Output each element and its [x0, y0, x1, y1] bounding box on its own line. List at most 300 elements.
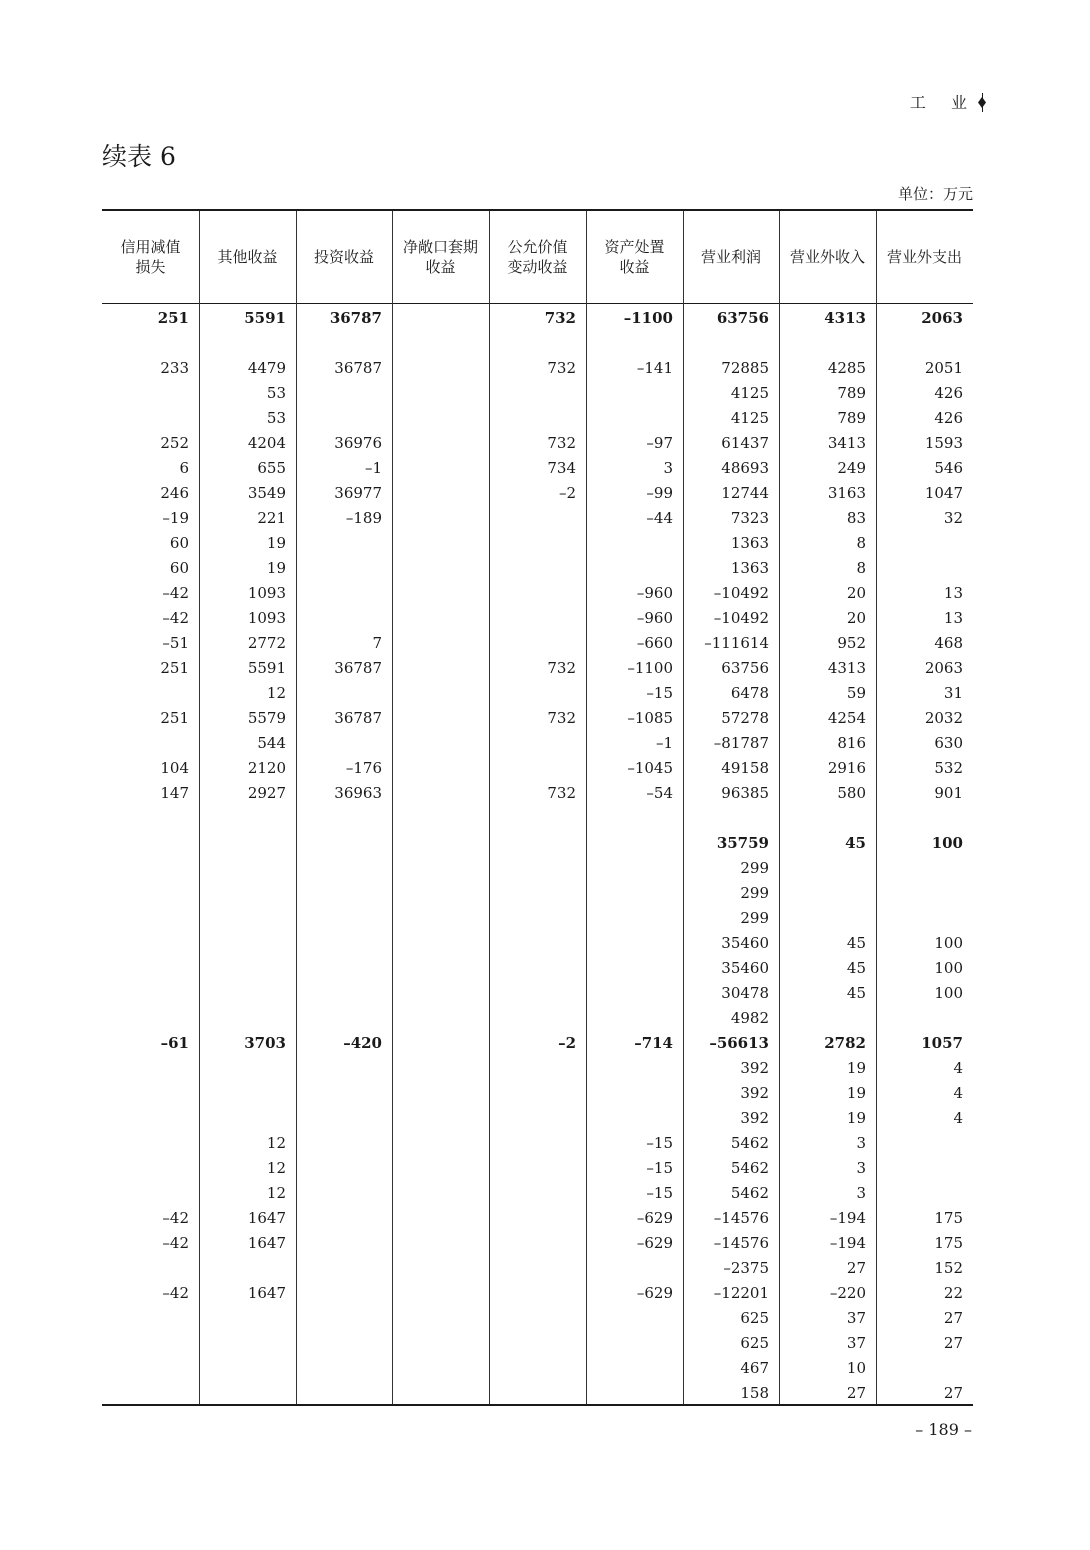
column-header-line: 收益 — [619, 258, 650, 276]
table-cell — [296, 1281, 382, 1306]
table-cell — [296, 606, 382, 631]
table-cell: 3 — [663, 459, 673, 477]
table-cell — [876, 1181, 963, 1206]
table-cell: –960 — [636, 609, 673, 627]
table-row — [102, 506, 973, 531]
table-cell: 63756 — [721, 659, 769, 677]
table-cell: 1093 — [247, 584, 286, 602]
table-cell: 7323 — [730, 509, 769, 527]
column-header-line: 营业外收入 — [789, 248, 865, 266]
table-cell: 901 — [934, 784, 963, 802]
table-cell — [296, 856, 382, 881]
table-cell — [199, 1106, 286, 1131]
table-cell: 4285 — [827, 359, 866, 377]
table-cell: 59 — [846, 684, 866, 702]
table-cell: 3413 — [827, 434, 866, 452]
table-cell — [102, 981, 189, 1006]
table-cell: 100 — [931, 834, 963, 852]
table-row — [102, 656, 973, 681]
table-cell — [489, 881, 576, 906]
table-cell: –1085 — [627, 709, 673, 727]
table-cell: 48693 — [721, 459, 769, 477]
table-cell: 72885 — [721, 359, 769, 377]
table-cell: 27 — [943, 1309, 963, 1327]
table-cell: 10 — [846, 1359, 866, 1377]
table-cell — [586, 831, 673, 856]
table-cell: 57278 — [721, 709, 769, 727]
table-row — [102, 681, 973, 706]
table-cell — [392, 531, 479, 556]
table-cell: 12 — [266, 1134, 286, 1152]
table-cell: 3 — [856, 1159, 866, 1177]
table-cell: –14576 — [713, 1234, 769, 1252]
table-cell: 546 — [934, 459, 963, 477]
table-row — [102, 431, 973, 456]
table-cell — [102, 1006, 189, 1031]
table-row — [102, 931, 973, 956]
table-cell — [876, 556, 963, 581]
table-cell: 36787 — [329, 309, 382, 327]
table-cell: 37 — [846, 1334, 866, 1352]
table-cell — [392, 856, 479, 881]
table-row — [102, 731, 973, 756]
table-cell: –99 — [646, 484, 673, 502]
table-cell — [296, 1056, 382, 1081]
table-cell — [296, 1256, 382, 1281]
table-cell — [489, 856, 576, 881]
table-cell — [392, 356, 479, 381]
table-cell — [392, 506, 479, 531]
table-cell — [102, 856, 189, 881]
table-cell — [102, 1306, 189, 1331]
table-row — [102, 1131, 973, 1156]
table-row — [102, 956, 973, 981]
table-cell — [489, 1006, 576, 1031]
table-cell — [392, 981, 479, 1006]
table-cell: 2032 — [924, 709, 963, 727]
table-cell: 1647 — [247, 1209, 286, 1227]
table-cell — [296, 1381, 382, 1406]
section-label: 工 业 — [909, 93, 977, 112]
table-cell — [586, 856, 673, 881]
table-cell: 251 — [160, 709, 189, 727]
table-cell: –1 — [364, 459, 382, 477]
table-row — [102, 831, 973, 856]
table-cell — [296, 681, 382, 706]
table-cell — [392, 631, 479, 656]
table-cell — [489, 956, 576, 981]
table-cell — [489, 506, 576, 531]
table-cell — [296, 1231, 382, 1256]
table-cell: 61437 — [721, 434, 769, 452]
table-cell: 625 — [740, 1309, 769, 1327]
table-cell: 32 — [943, 509, 963, 527]
table-cell — [102, 1356, 189, 1381]
table-row — [102, 331, 973, 356]
table-cell: 30478 — [721, 984, 769, 1002]
table-cell — [392, 406, 479, 431]
table-cell — [296, 556, 382, 581]
table-cell — [876, 1131, 963, 1156]
table-cell — [392, 706, 479, 731]
table-cell: 45 — [846, 934, 866, 952]
table-cell — [102, 831, 189, 856]
table-cell — [392, 756, 479, 781]
table-cell — [199, 1381, 286, 1406]
table-cell: –56613 — [709, 1034, 769, 1052]
table-cell — [296, 331, 382, 356]
table-cell — [392, 931, 479, 956]
table-cell: 299 — [740, 859, 769, 877]
table-cell: 8 — [856, 534, 866, 552]
table-cell — [199, 1256, 286, 1281]
column-header-line: 其他收益 — [217, 248, 278, 266]
column-header — [779, 211, 876, 303]
table-cell: –81787 — [713, 734, 769, 752]
table-cell: 60 — [169, 534, 189, 552]
column-header — [296, 211, 392, 303]
table-cell — [199, 906, 286, 931]
table-cell — [586, 956, 673, 981]
table-cell: 49158 — [721, 759, 769, 777]
table-cell: 467 — [740, 1359, 769, 1377]
table-cell — [199, 1331, 286, 1356]
table-cell: 1363 — [730, 559, 769, 577]
table-cell: 36787 — [334, 359, 382, 377]
table-cell — [876, 856, 963, 881]
table-cell — [392, 1156, 479, 1181]
table-cell — [392, 1231, 479, 1256]
table-cell: 249 — [837, 459, 866, 477]
table-cell: 19 — [846, 1109, 866, 1127]
table-cell — [296, 881, 382, 906]
table-cell — [199, 806, 286, 831]
diamond-icon — [978, 97, 986, 108]
table-row — [102, 481, 973, 506]
table-cell: 580 — [837, 784, 866, 802]
table-cell: –1100 — [623, 309, 673, 327]
table-cell — [489, 1206, 576, 1231]
table-cell: 630 — [934, 734, 963, 752]
table-cell: 27 — [846, 1259, 866, 1277]
table-cell: 60 — [169, 559, 189, 577]
table-cell: 6 — [179, 459, 189, 477]
table-row — [102, 406, 973, 431]
table-cell — [392, 731, 479, 756]
column-header-line: 营业外支出 — [886, 248, 962, 266]
table-cell: –660 — [636, 634, 673, 652]
table-cell — [586, 381, 673, 406]
table-cell: 13 — [943, 584, 963, 602]
table-cell: 5579 — [247, 709, 286, 727]
table-cell: 299 — [740, 884, 769, 902]
table-row — [102, 531, 973, 556]
data-table — [102, 209, 973, 1406]
table-cell — [199, 831, 286, 856]
table-cell: –1 — [655, 734, 673, 752]
table-cell — [876, 906, 963, 931]
table-cell: –141 — [636, 359, 673, 377]
table-cell: 20 — [846, 584, 866, 602]
table-row — [102, 556, 973, 581]
table-row — [102, 1206, 973, 1231]
table-cell — [586, 556, 673, 581]
table-cell: 468 — [934, 634, 963, 652]
table-cell: 1363 — [730, 534, 769, 552]
table-cell — [392, 906, 479, 931]
table-cell: 4313 — [827, 659, 866, 677]
table-cell: –10492 — [713, 584, 769, 602]
table-row — [102, 881, 973, 906]
table-cell — [489, 381, 576, 406]
column-header-line: 净敞口套期 — [402, 238, 478, 256]
table-cell — [876, 531, 963, 556]
column-header — [392, 211, 489, 303]
table-cell — [489, 681, 576, 706]
table-cell — [489, 756, 576, 781]
table-cell: 12 — [266, 1184, 286, 1202]
table-cell: –2 — [558, 484, 576, 502]
table-cell — [586, 906, 673, 931]
table-cell — [683, 806, 769, 831]
table-cell — [392, 1006, 479, 1031]
table-cell — [102, 1056, 189, 1081]
table-cell — [489, 581, 576, 606]
table-cell — [876, 1356, 963, 1381]
table-cell: 35460 — [721, 959, 769, 977]
table-cell: 4313 — [824, 309, 866, 327]
table-cell: 12 — [266, 1159, 286, 1177]
table-cell — [296, 731, 382, 756]
table-cell: 4982 — [730, 1009, 769, 1027]
table-cell — [392, 956, 479, 981]
table-row — [102, 806, 973, 831]
table-cell — [392, 1131, 479, 1156]
table-cell — [392, 1181, 479, 1206]
table-cell: 251 — [157, 309, 189, 327]
table-cell — [102, 1381, 189, 1406]
table-cell — [392, 831, 479, 856]
table-cell — [296, 1181, 382, 1206]
table-cell: 175 — [934, 1234, 963, 1252]
column-header-line: 信用减值 — [120, 238, 181, 256]
table-cell — [489, 1231, 576, 1256]
table-cell — [489, 406, 576, 431]
table-row — [102, 1281, 973, 1306]
column-header — [102, 211, 199, 303]
column-header — [876, 211, 973, 303]
table-cell: 7 — [372, 634, 382, 652]
table-cell — [392, 781, 479, 806]
table-cell: –714 — [634, 1034, 673, 1052]
table-row — [102, 906, 973, 931]
table-cell: 732 — [547, 359, 576, 377]
table-cell — [489, 1381, 576, 1406]
table-cell: 392 — [740, 1059, 769, 1077]
table-cell — [489, 806, 576, 831]
table-row — [102, 1306, 973, 1331]
table-row — [102, 306, 973, 331]
table-cell: 816 — [837, 734, 866, 752]
table-cell — [779, 1006, 866, 1031]
table-row — [102, 1006, 973, 1031]
table-cell — [392, 681, 479, 706]
table-cell — [296, 1131, 382, 1156]
table-cell — [392, 1281, 479, 1306]
table-cell — [296, 1306, 382, 1331]
table-cell — [102, 1256, 189, 1281]
table-cell — [586, 1356, 673, 1381]
table-row — [102, 1181, 973, 1206]
table-cell — [102, 1331, 189, 1356]
table-row — [102, 606, 973, 631]
table-cell — [683, 331, 769, 356]
table-cell: 5462 — [730, 1184, 769, 1202]
table-cell — [586, 1306, 673, 1331]
table-cell: 4 — [953, 1059, 963, 1077]
table-cell — [779, 856, 866, 881]
table-cell: 252 — [160, 434, 189, 452]
table-cell — [296, 931, 382, 956]
table-cell — [392, 581, 479, 606]
table-row — [102, 1381, 973, 1406]
table-cell — [392, 1306, 479, 1331]
table-cell — [392, 656, 479, 681]
table-cell — [586, 1081, 673, 1106]
table-cell: 22 — [943, 1284, 963, 1302]
table-cell — [876, 1006, 963, 1031]
table-cell — [489, 1131, 576, 1156]
table-row — [102, 1081, 973, 1106]
table-cell: 12 — [266, 684, 286, 702]
table-cell — [489, 1156, 576, 1181]
column-header-line: 投资收益 — [313, 248, 374, 266]
table-cell — [489, 1256, 576, 1281]
table-cell — [489, 331, 576, 356]
table-cell: 45 — [845, 834, 866, 852]
table-cell: –14576 — [713, 1209, 769, 1227]
table-cell: 2120 — [247, 759, 286, 777]
table-cell: 100 — [934, 984, 963, 1002]
table-cell: –42 — [162, 584, 189, 602]
table-row — [102, 356, 973, 381]
table-cell: 27 — [846, 1384, 866, 1402]
table-cell — [392, 1031, 479, 1056]
table-cell: 5591 — [247, 659, 286, 677]
table-cell: 175 — [934, 1209, 963, 1227]
table-cell — [296, 1006, 382, 1031]
table-cell — [586, 406, 673, 431]
table-cell: –194 — [829, 1234, 866, 1252]
table-cell — [296, 956, 382, 981]
table-cell: 789 — [837, 409, 866, 427]
table-cell: 37 — [846, 1309, 866, 1327]
column-header — [489, 211, 586, 303]
table-cell — [876, 881, 963, 906]
table-cell: 625 — [740, 1334, 769, 1352]
table-cell — [199, 331, 286, 356]
table-cell: –15 — [646, 1184, 673, 1202]
table-cell: 2772 — [247, 634, 286, 652]
table-cell: 2782 — [824, 1034, 866, 1052]
table-cell — [296, 381, 382, 406]
table-cell — [489, 981, 576, 1006]
table-cell: 53 — [266, 384, 286, 402]
table-cell: 104 — [160, 759, 189, 777]
table-cell — [489, 831, 576, 856]
table-cell — [586, 1331, 673, 1356]
table-cell — [102, 931, 189, 956]
table-cell — [296, 581, 382, 606]
table-cell — [296, 806, 382, 831]
table-cell: 1057 — [921, 1034, 963, 1052]
table-cell: 19 — [846, 1059, 866, 1077]
table-row — [102, 1231, 973, 1256]
table-cell — [199, 981, 286, 1006]
table-cell: 299 — [740, 909, 769, 927]
table-row — [102, 1256, 973, 1281]
table-cell — [392, 1206, 479, 1231]
table-cell — [489, 906, 576, 931]
table-cell: 732 — [547, 709, 576, 727]
table-cell: –220 — [829, 1284, 866, 1302]
table-cell: 35460 — [721, 934, 769, 952]
column-header — [199, 211, 296, 303]
table-cell — [392, 881, 479, 906]
table-row — [102, 981, 973, 1006]
column-header-line: 收益 — [425, 258, 456, 276]
table-cell: 45 — [846, 984, 866, 1002]
table-cell: 246 — [160, 484, 189, 502]
table-cell: 3703 — [244, 1034, 286, 1052]
table-cell: 4 — [953, 1084, 963, 1102]
unit-label: 单位：万元 — [897, 185, 973, 203]
table-cell: 734 — [547, 459, 576, 477]
table-cell: –54 — [646, 784, 673, 802]
table-cell — [586, 1056, 673, 1081]
table-cell — [392, 331, 479, 356]
table-cell — [779, 331, 866, 356]
table-cell — [392, 1331, 479, 1356]
table-cell — [489, 931, 576, 956]
table-cell: 4479 — [247, 359, 286, 377]
table-row — [102, 856, 973, 881]
table-cell — [586, 931, 673, 956]
table-cell — [779, 906, 866, 931]
table-cell — [489, 1331, 576, 1356]
table-cell: 1093 — [247, 609, 286, 627]
table-cell — [199, 1056, 286, 1081]
table-cell: 5462 — [730, 1134, 769, 1152]
table-row — [102, 631, 973, 656]
column-header-line: 营业利润 — [700, 248, 761, 266]
table-cell: 426 — [934, 384, 963, 402]
table-cell: 544 — [257, 734, 286, 752]
table-cell: 3 — [856, 1134, 866, 1152]
table-row — [102, 781, 973, 806]
table-cell — [876, 806, 963, 831]
table-cell — [779, 881, 866, 906]
table-cell — [586, 1106, 673, 1131]
column-header — [683, 211, 779, 303]
table-cell — [586, 531, 673, 556]
table-cell — [392, 1106, 479, 1131]
table-cell: 36963 — [334, 784, 382, 802]
table-cell — [296, 1331, 382, 1356]
table-cell: 147 — [160, 784, 189, 802]
table-cell — [102, 681, 189, 706]
table-cell: –2 — [558, 1034, 576, 1052]
